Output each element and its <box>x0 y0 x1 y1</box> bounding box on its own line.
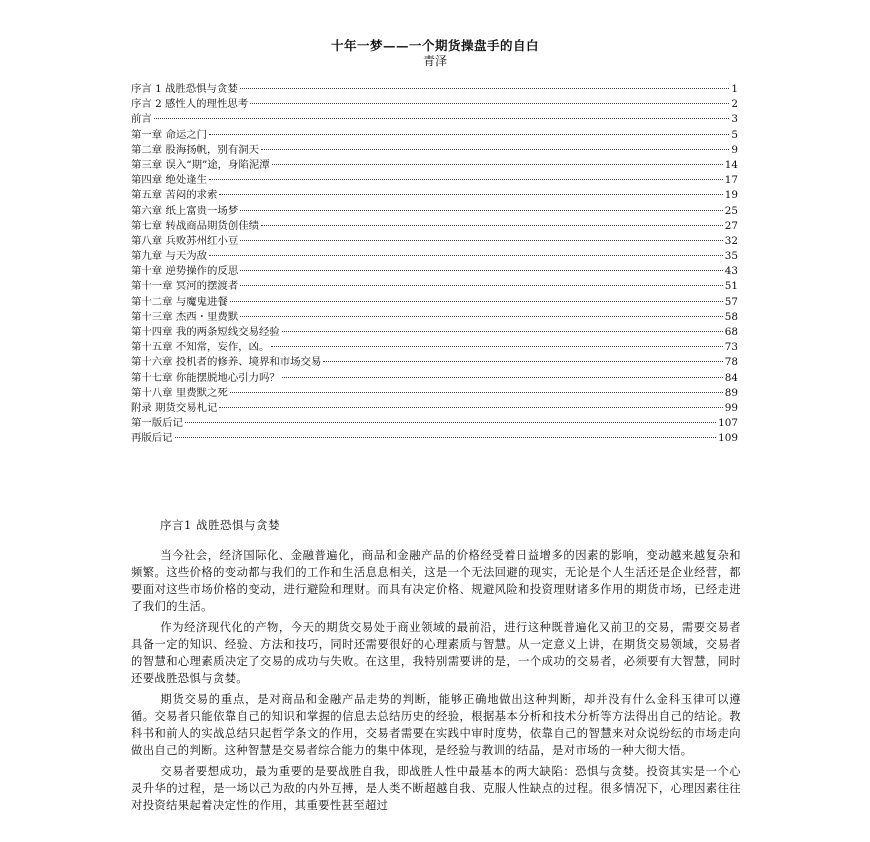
toc-entry-label: 第四章 绝处逢生 <box>131 174 208 187</box>
toc-entry[interactable] <box>131 97 738 112</box>
section-heading: 序言1 战胜恐惧与贪婪 <box>160 518 280 532</box>
toc-entry[interactable] <box>131 112 738 127</box>
toc-dot-leader <box>230 300 723 302</box>
toc-dot-leader <box>261 224 723 226</box>
toc-entry-page-number: 17 <box>724 174 738 187</box>
section-body <box>131 547 741 818</box>
toc-entry[interactable] <box>131 219 738 234</box>
toc-entry-label: 第三章 误入“期”途，身陷泥潭 <box>131 158 270 171</box>
toc-entry-page-number: 51 <box>724 280 738 293</box>
toc-dot-leader <box>240 315 723 317</box>
toc-entry[interactable] <box>131 188 738 203</box>
toc-entry-page-number: 25 <box>724 204 738 217</box>
toc-entry-page-number: 107 <box>718 417 738 430</box>
toc-entry-page-number: 73 <box>724 341 738 354</box>
toc-entry[interactable] <box>131 264 738 279</box>
toc-dot-leader <box>323 360 722 362</box>
toc-dot-leader <box>240 284 723 286</box>
toc-dot-leader <box>209 254 723 256</box>
toc-entry[interactable] <box>131 204 738 219</box>
toc-entry-label: 序言 2 感性人的理性思考 <box>131 98 249 111</box>
toc-entry-label: 前言 <box>131 113 152 126</box>
toc-entry-label: 第十二章 与魔鬼进餐 <box>131 295 228 308</box>
toc-entry[interactable] <box>131 295 738 310</box>
toc-dot-leader <box>271 345 722 347</box>
toc-entry[interactable] <box>131 416 738 431</box>
toc-entry-label: 第七章 转战商品期货创佳绩 <box>131 219 259 232</box>
toc-entry[interactable] <box>131 310 738 325</box>
toc-dot-leader <box>209 178 723 180</box>
toc-dot-leader <box>230 391 723 393</box>
toc-entry[interactable] <box>131 325 738 340</box>
toc-entry-page-number: 9 <box>731 143 738 156</box>
toc-entry[interactable] <box>131 173 738 188</box>
table-of-contents <box>131 82 738 447</box>
toc-entry-page-number: 109 <box>718 432 738 445</box>
toc-entry[interactable] <box>131 355 738 370</box>
toc-entry-page-number: 3 <box>731 113 738 126</box>
toc-dot-leader <box>209 133 729 135</box>
toc-entry-page-number: 58 <box>724 310 738 323</box>
toc-entry[interactable] <box>131 82 738 97</box>
toc-dot-leader <box>261 148 729 150</box>
toc-entry-page-number: 84 <box>724 371 738 384</box>
toc-entry-label: 第六章 纸上富贵一场梦 <box>131 204 239 217</box>
document-title: 十年一梦——一个期货操盘手的自白 <box>330 38 539 53</box>
toc-dot-leader <box>240 87 730 89</box>
toc-dot-leader <box>154 117 730 119</box>
toc-entry-label: 第十一章 冥河的摆渡者 <box>131 280 239 293</box>
toc-dot-leader <box>240 209 723 211</box>
toc-entry-page-number: 2 <box>731 98 738 111</box>
toc-entry-page-number: 19 <box>724 189 738 202</box>
toc-entry-page-number: 1 <box>731 83 738 95</box>
toc-entry-label: 第十三章 杰西・里费默 <box>131 310 239 323</box>
toc-entry[interactable] <box>131 279 738 294</box>
toc-dot-leader <box>282 376 723 378</box>
toc-entry-label: 第八章 兵败苏州红小豆 <box>131 234 239 247</box>
toc-entry-label: 序言 1 战胜恐惧与贪婪 <box>131 83 238 95</box>
toc-entry-label: 第一版后记 <box>131 417 183 430</box>
toc-dot-leader <box>250 102 729 104</box>
toc-entry-label: 第五章 苦闷的求索 <box>131 189 218 202</box>
toc-entry-page-number: 27 <box>724 219 738 232</box>
body-paragraph: 作为经济现代化的产物，今天的期货交易处于商业领域的最前沿，进行这种既普遍化又前卫的交易，需要交易者具备一定的知识、经验、方法和技巧，同时还需要很好的心理素质与智慧。从一定意义上讲，在期货交易领域，交易者的智慧和心理素质决定了交易的成功与失败。在这里，我特别需要讲的是，一个成功的交易者，必须要有大智慧，同时还要战胜恐惧与贪婪。 <box>131 621 741 685</box>
toc-entry[interactable] <box>131 143 738 158</box>
toc-entry[interactable] <box>131 158 738 173</box>
body-paragraph: 当今社会，经济国际化、金融普遍化，商品和金融产品的价格经受着日益增多的因素的影响，变动越来越复杂和频繁。这些价格的变动都与我们的工作和生活息息相关，这是一个无法回避的现实，无论是个人生活还是企业经营，都要面对这些市场价格的变动，进行避险和理财。而具有决定价格、规避风险和投资理财诸多作用的期货市场，已经走进了我们的生活。 <box>131 549 741 613</box>
toc-entry-page-number: 78 <box>724 356 738 369</box>
toc-entry[interactable] <box>131 401 738 416</box>
toc-dot-leader <box>219 406 722 408</box>
toc-dot-leader <box>240 269 723 271</box>
toc-dot-leader <box>219 193 722 195</box>
toc-entry-page-number: 35 <box>724 250 738 263</box>
toc-entry-page-number: 89 <box>724 386 738 399</box>
toc-entry[interactable] <box>131 371 738 386</box>
toc-entry[interactable] <box>131 128 738 143</box>
toc-entry-page-number: 32 <box>724 234 738 247</box>
toc-entry-label: 第十七章 你能摆脱地心引力吗？ <box>131 371 280 384</box>
toc-entry[interactable] <box>131 249 738 264</box>
toc-entry[interactable] <box>131 431 738 446</box>
toc-entry-label: 第二章 股海扬帆，别有洞天 <box>131 143 259 156</box>
toc-entry-label: 第十六章 投机者的修养、境界和市场交易 <box>131 356 322 369</box>
toc-entry-page-number: 99 <box>724 401 738 414</box>
toc-dot-leader <box>175 436 717 438</box>
toc-entry[interactable] <box>131 340 738 355</box>
toc-dot-leader <box>185 421 716 423</box>
toc-entry[interactable] <box>131 386 738 401</box>
toc-entry-page-number: 14 <box>724 158 738 171</box>
toc-entry-label: 第十章 逆势操作的反思 <box>131 265 239 278</box>
document-author: 青泽 <box>422 54 447 68</box>
toc-entry[interactable] <box>131 234 738 249</box>
toc-entry-page-number: 68 <box>724 326 738 338</box>
toc-entry-label: 第一章 命运之门 <box>131 128 208 141</box>
toc-entry-page-number: 57 <box>724 295 738 308</box>
toc-entry-page-number: 43 <box>724 265 738 278</box>
toc-entry-label: 第十五章 不知常，妄作，凶。 <box>131 341 270 354</box>
toc-dot-leader <box>282 330 723 332</box>
toc-entry-label: 第十八章 里费默之死 <box>131 386 228 399</box>
toc-entry-page-number: 5 <box>731 128 738 141</box>
toc-entry-label: 再版后记 <box>131 432 173 445</box>
toc-entry-label: 第九章 与天为敌 <box>131 250 208 263</box>
toc-entry-label: 附录 期货交易札记 <box>131 401 218 414</box>
toc-dot-leader <box>240 239 723 241</box>
body-paragraph: 期货交易的重点，是对商品和金融产品走势的判断，能够正确地做出这种判断，却并没有什么金科玉律可以遵循。交易者只能依靠自己的知识和掌握的信息去总结历史的经验，根据基本分析和技术分析等方法得出自己的结论。教科书和前人的实战总结只起哲学条文的作用，交易者需要在实践中审时度势，依靠自己的智慧来对众说纷纭的市场走向做出自己的判断。这种智慧是交易者综合能力的集中体现，是经验与教训的结晶，是对市场的一种大彻大悟。 <box>131 693 741 757</box>
body-paragraph: 交易者要想成功，最为重要的是要战胜自我，即战胜人性中最基本的两大缺陷：恐惧与贪婪。投资其实是一个心灵升华的过程，是一场以己为敌的内外互搏，是人类不断超越自我、克服人性缺点的过程。很多情况下，心理因素往往对投资结果起着决定性的作用，其重要性甚至超过 <box>131 765 741 812</box>
toc-entry-label: 第十四章 我的两条短线交易经验 <box>131 326 280 338</box>
toc-dot-leader <box>272 163 723 165</box>
